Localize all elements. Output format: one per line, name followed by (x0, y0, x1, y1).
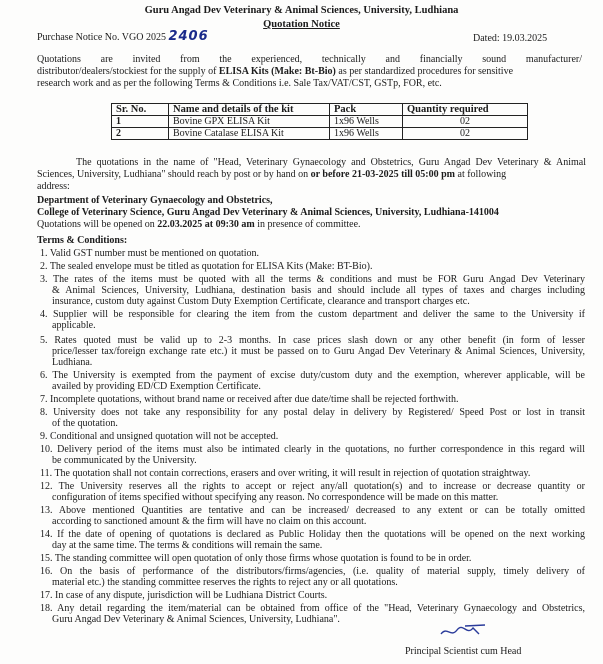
term-line: insurance, custom duty against Custom Duty Exemption Certificate, clearance and transport charges etc. (52, 296, 470, 307)
intro-line-3: research work and as per the following Terms & Conditions i.e. Sale Tax/VAT/CST, GSTp, FOR, etc. (37, 78, 442, 89)
term-line: 13. Above mentioned Quantities are tentative and can be increased/ decreased to any extent or can be totally omitted (40, 505, 585, 516)
term-line: according to sanctioned amount & the firm will have no claim on this account. (52, 516, 367, 527)
university-title: Guru Angad Dev Veterinary & Animal Sciences, University, Ludhiana (144, 5, 459, 16)
term-line: 18. Any detail regarding the item/material can be obtained from office of the "Head, Veterinary Gynaecology and Obstetrics, (40, 603, 585, 614)
term-line: Guru Angad Dev Veterinary & Animal Sciences, University, Ludhiana". (52, 614, 340, 625)
table-cell: Bovine GPX ELISA Kit (169, 116, 330, 128)
kit-table (111, 103, 528, 140)
purchase-label-text: Purchase Notice No. VGO 2025 (37, 32, 166, 43)
address-line-3: address: (37, 181, 70, 192)
term-line: 15. The standing committee will open quotation of only those firms whose quotation is found to be in order. (40, 553, 472, 564)
opening-line (37, 219, 361, 230)
term-line: 11. The quotation shall not contain corrections, erasers and over writing, it will result in rejection of quotation straightway. (40, 468, 531, 479)
term-line: & Animal Sciences, University, Ludhiana, destination basis and should include all types of taxes and charges including (52, 285, 585, 296)
table-cell: 2 (112, 128, 169, 140)
table-cell: 1 (112, 116, 169, 128)
table-cell: 1x96 Wells (330, 128, 403, 140)
notice-title: Quotation Notice (263, 19, 340, 30)
term-line: material etc.) the standing committee reserves the rights to reject any or all quotations. (52, 577, 398, 588)
term-line: applicable. (52, 320, 96, 331)
term-line: 2. The sealed envelope must be titled as quotation for ELISA Kits (Make: BT-Bio). (40, 261, 373, 272)
opening-date: 22.03.2025 at 09:30 am (157, 219, 255, 230)
table-cell: 02 (403, 128, 528, 140)
term-line: 12. The University reserves all the rights to accept or reject any/all quotation(s) and to increase or decrease quantity or (40, 481, 585, 492)
intro-line-2 (37, 66, 513, 77)
handwritten-number: 2406 (168, 29, 209, 44)
address-line-2 (37, 169, 506, 180)
terms-title: Terms & Conditions: (37, 235, 128, 246)
table-cell: Bovine Catalase ELISA Kit (169, 128, 330, 140)
col-header: Pack (330, 104, 403, 116)
address-line-1: The quotations in the name of "Head, Veterinary Gynaecology and Obstetrics, Guru Angad Dev Veterinary & Animal (76, 157, 586, 168)
intro-line-2-text: distributor/dealers/stockiest for the supply of (37, 66, 217, 77)
term-line: 5. Rates quoted must be valid up to 2-3 months. In case prices slash down or any other benefit (in form of lesser (40, 335, 585, 346)
col-header: Quantity required (403, 104, 528, 116)
table-row (112, 128, 528, 140)
term-line: 16. On the basis of performance of the distributors/firms/agencies, (i.e. quality of material supply, timely delivery of (40, 566, 585, 577)
term-line: 7. Incomplete quotations, without brand name or received after due date/time shall be rejected forthwith. (40, 394, 459, 405)
term-line: Ludhiana. (52, 357, 93, 368)
term-line: 1. Valid GST number must be mentioned on quotation. (40, 248, 260, 259)
table-cell: 02 (403, 116, 528, 128)
col-header: Sr. No. (112, 104, 169, 116)
term-line: 8. University does not take any responsibility for any postal delay in delivery by Registered/ Speed Post or lost in transit (40, 407, 585, 418)
address-line-2-end: at following (457, 169, 507, 180)
term-line: 4. Supplier will be responsible for clearing the item from the custom department and deliver the same to the University if (40, 309, 585, 320)
table-header-row (112, 104, 528, 116)
opening-text: Quotations will be opened on (37, 219, 155, 230)
term-line: be communicated by the University. (52, 455, 197, 466)
term-line: availed by providing ED/CD Exemption Certificate. (52, 381, 261, 392)
address-line-2-text: Sciences, University, Ludhiana" should reach by post or by hand on (37, 169, 309, 180)
intro-line-2-end: as per standardized procedures for sensitive (338, 66, 514, 77)
signature-title: Principal Scientist cum Head (405, 646, 522, 657)
opening-text-end: in presence of committee. (257, 219, 361, 230)
col-header: Name and details of the kit (169, 104, 330, 116)
term-line: day at the same time. The terms & conditions will remain the same. (52, 540, 323, 551)
purchase-notice-label (37, 31, 209, 43)
college-address: College of Veterinary Science, Guru Angad Dev Veterinary & Animal Sciences, University, Ludhiana-141004 (37, 207, 499, 218)
term-line: 3. The rates of the items must be quoted with all the terms & conditions and must be FOR Guru Angad Dev Veterinary (40, 274, 585, 285)
deadline: or before 21-03-2025 till 05:00 pm (310, 169, 455, 180)
term-line: 17. In case of any dispute, jurisdiction will be Ludhiana District Courts. (40, 590, 328, 601)
term-line: 9. Conditional and unsigned quotation will not be accepted. (40, 431, 279, 442)
term-line: 6. The University is exempted from the payment of excise duty/custom duty and the exemption, wherever applicable, will be (40, 370, 585, 381)
intro-line-1: Quotations are invited from the experienced, technically and financially sound manufacturer/ (37, 54, 582, 65)
table-row (112, 116, 528, 128)
term-line: configuration of items specified without specifying any reason. No correspondence will be made on this matter. (52, 492, 499, 503)
term-line: 10. Delivery period of the items must also be intimated clearly in the quotations, no further correspondence in this regard will (40, 444, 585, 455)
table-cell: 1x96 Wells (330, 116, 403, 128)
term-line: of the quotation. (52, 418, 118, 429)
dated: Dated: 19.03.2025 (473, 33, 548, 44)
term-line: price/lesser tax/foreign exchange rate etc.) it must be passed on to Guru Angad Dev Veterinary & Animal Sciences, University, (52, 346, 585, 357)
term-line: 14. If the date of opening of quotations is declared as Public Holiday then the quotations will be opened on the next working (40, 529, 585, 540)
signature-scribble (437, 622, 497, 642)
intro-product: ELISA Kits (Make: Bt-Bio) (218, 66, 336, 77)
department-name: Department of Veterinary Gynaecology and Obstetrics, (37, 195, 273, 206)
